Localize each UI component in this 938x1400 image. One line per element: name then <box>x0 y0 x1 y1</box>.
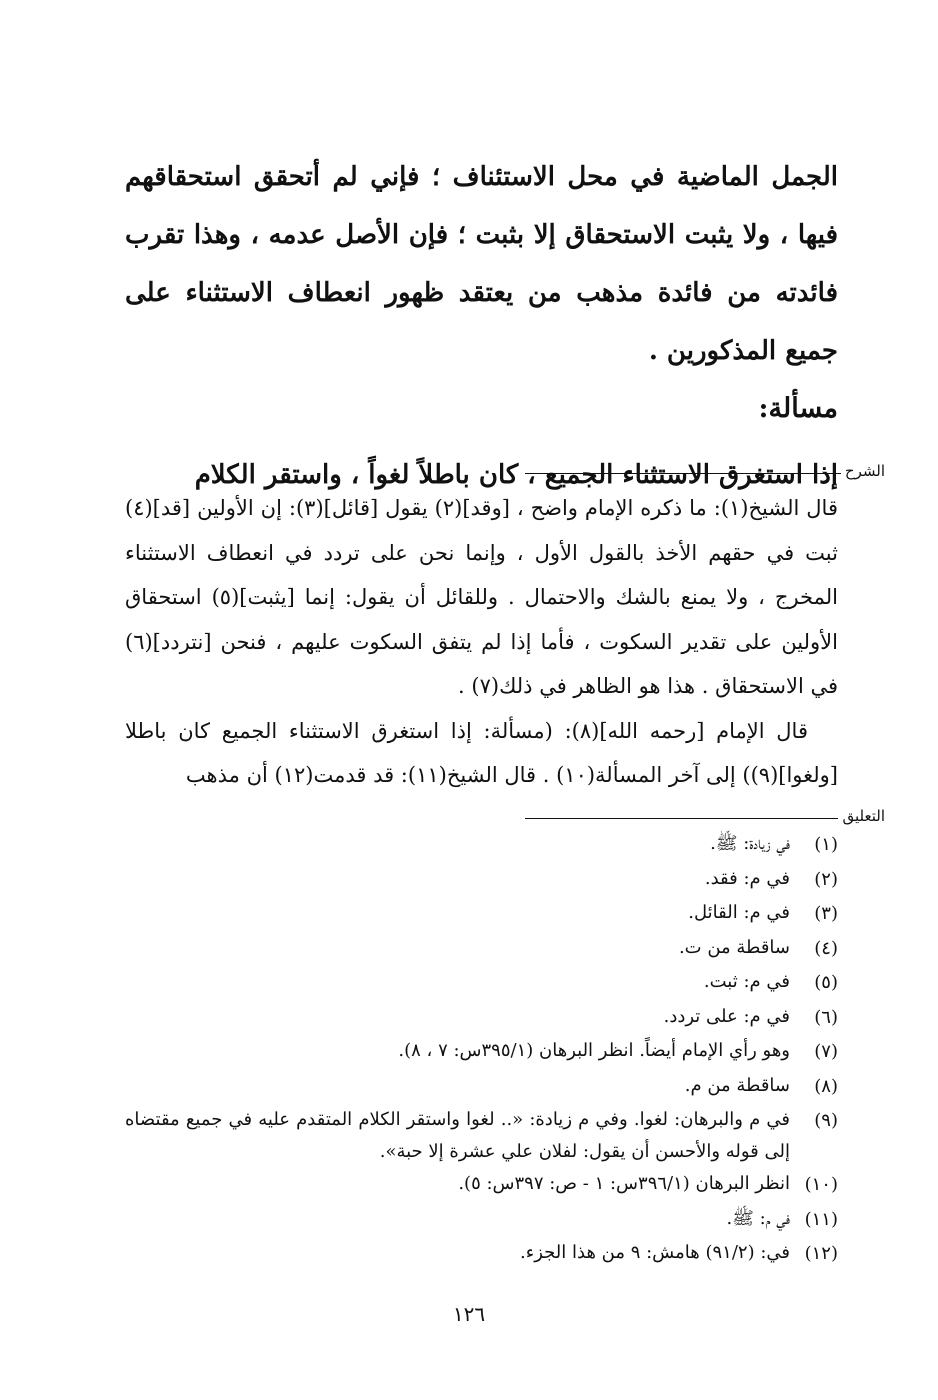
commentary-divider <box>525 460 885 482</box>
footnote: (٣) في م: القائل. <box>688 902 838 924</box>
footnote: (٥) في م: ثبت. <box>703 971 838 993</box>
main-paragraph: الجمل الماضية في محل الاستئناف ؛ فإني لم أتحقق استحقاقهم فيها ، ولا يثبت الاستحقاق إلا بثبت ؛ فإن الأصل عدمه ، وهذا تقرب فائدته من فائدة مذهب من يعتقد ظهور انعطاف الاستثناء على جميع المذكورين . <box>125 162 839 366</box>
footnote: (١٠) انظر البرهان (٣٩٦/١س: ١ - ص: ٣٩٧س: ٥). <box>458 1173 838 1195</box>
footnote: (١٢) في: (٩١/٢) هامش: ٩ من هذا الجزء. <box>520 1242 838 1264</box>
page-number: ١٢٦ <box>452 1302 486 1326</box>
notes-divider <box>525 805 885 827</box>
footnote: (٤) ساقطة من ت. <box>678 936 838 959</box>
issue-heading: مسألة: <box>758 393 838 424</box>
commentary-paragraph-2: قال الإمام [رحمه الله](٨): (مسألة: إذا استغرق الاستثناء الجميع كان باطلا [ولغوا](٩)) إلى آخر المسألة(١٠) . قال الشيخ(١١): قد قدمت(١٢) أن مذهب <box>125 718 838 787</box>
footnote: (٨) ساقطة من م. <box>684 1074 838 1097</box>
commentary-block <box>125 486 838 798</box>
main-text-block <box>125 148 838 504</box>
divider-line <box>525 818 838 819</box>
footnotes-list <box>125 828 838 1272</box>
footnote: (٦) في م: على تردد. <box>663 1005 838 1028</box>
footnote: (٧) وهو رأي الإمام أيضاً. انظر البرهان (٣٩٥/١س: ٧ ، ٨). <box>398 1040 838 1062</box>
divider-line <box>525 473 841 474</box>
commentary-label: الشرح <box>844 462 885 480</box>
footnote: (٢) في م: فقد. <box>704 867 838 890</box>
footnote: (١) في زيادة: ﷺ. <box>710 833 838 855</box>
footnote: (١١) في م: ﷺ. <box>726 1207 838 1230</box>
footnote: (٩) في م والبرهان: لغوا. وفي م زيادة: «.. لغوا واستقر الكلام المتقدم عليه في جميع مقتضاه إلى قوله والأحسن أن يقول: لفلان علي عشرة إلا حبة». <box>125 1109 838 1162</box>
commentary-paragraph-1: قال الشيخ(١): ما ذكره الإمام واضح ، [وقد](٢) يقول [قائل](٣): إن الأولين [قد](٤) ثبت في حقهم الأخذ بالقول الأول ، وإنما نحن على تردد في انعطاف الاستثناء المخرج ، ولا يمنع بالشك والاحتمال . وللقائل أن يقول: إنما [يثبت](٥) استحقاق الأولين على تقدير السكوت ، فأما إذا لم يتفق السكوت عليهم ، فنحن [نتردد](٦) في الاستحقاق . هذا هو الظاهر في ذلك(٧) . <box>125 496 838 698</box>
notes-label: التعليق <box>842 807 885 825</box>
issue-text: إذا استغرق الاستثناء الجميع ، كان باطلاً لغواً ، واستقر الكلام <box>194 460 838 490</box>
